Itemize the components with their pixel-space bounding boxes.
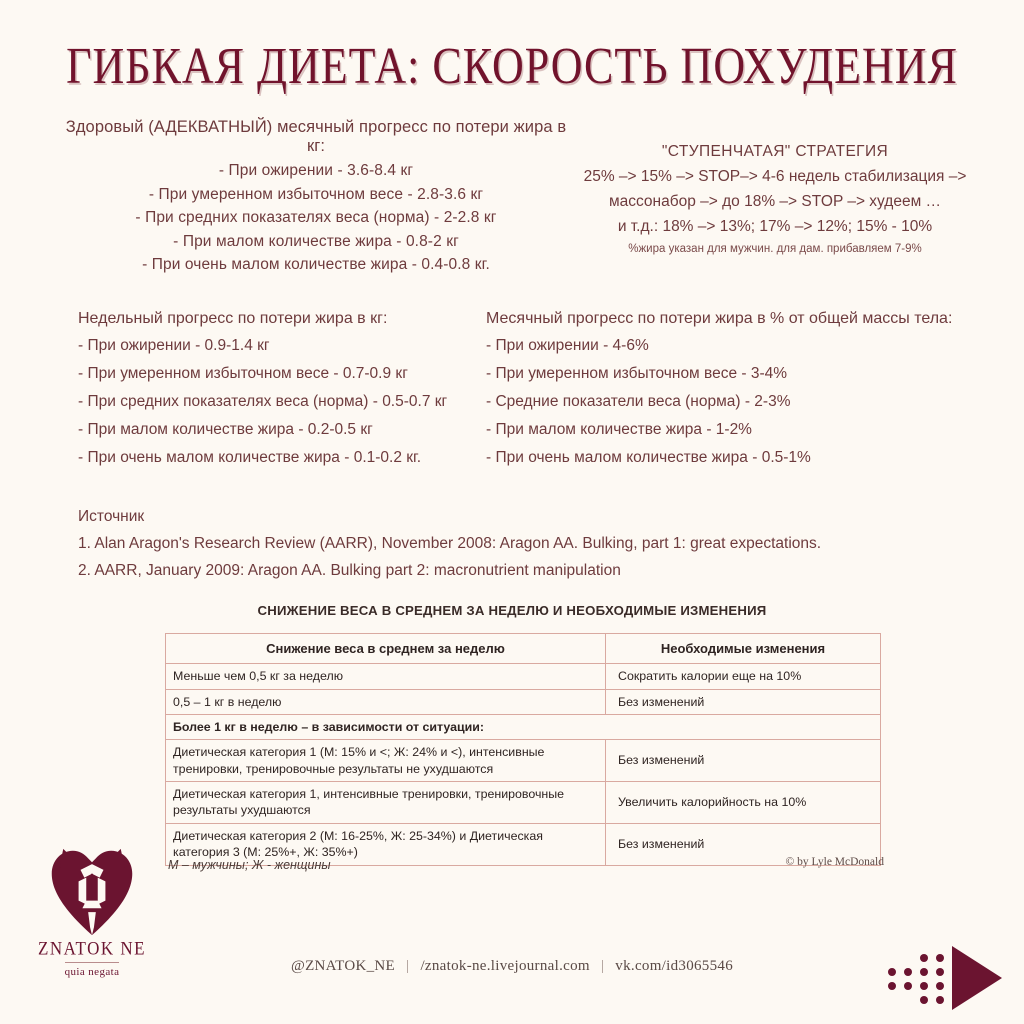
monthly-percent-item: - При очень малом количестве жира - 0.5-1% bbox=[486, 449, 811, 466]
sources-heading: Источник bbox=[78, 508, 145, 525]
table-legend: М – мужчины; Ж - женщины bbox=[168, 858, 331, 872]
table-cell-rate: Диетическая категория 1, интенсивные тренировки, тренировочные результаты ухудшаются bbox=[166, 782, 606, 824]
bear-head-icon bbox=[44, 845, 140, 937]
monthly-percent-item: - При ожирении - 4-6% bbox=[486, 337, 649, 354]
footer-separator: | bbox=[406, 958, 410, 974]
table-cell-action: Увеличить калорийность на 10% bbox=[606, 782, 881, 824]
weekly-kg-heading: Недельный прогресс по потери жира в кг: bbox=[78, 310, 388, 327]
table-title: СНИЖЕНИЕ ВЕСА В СРЕДНЕМ ЗА НЕДЕЛЮ И НЕОБХОДИМЫЕ ИЗМЕНЕНИЯ bbox=[257, 603, 767, 618]
next-arrow-icon[interactable] bbox=[882, 940, 1010, 1012]
table-header-cell-rate: Снижение веса в среднем за неделю bbox=[166, 634, 606, 664]
monthly-kg-item: - При умеренном избыточном весе - 2.8-3.6 кг bbox=[148, 185, 484, 203]
strategy-step-line: и т.д.: 18% –> 13%; 17% –> 12%; 15% - 10% bbox=[617, 218, 933, 235]
table-cell-rate: 0,5 – 1 кг в неделю bbox=[166, 689, 606, 714]
strategy-step-line: 25% –> 15% –> STOP–> 4-6 недель стабилизация –> bbox=[583, 168, 967, 185]
table-cell-action: Без изменений bbox=[606, 689, 881, 714]
monthly-kg-item: - При очень малом количестве жира - 0.4-0.8 кг. bbox=[142, 256, 490, 273]
monthly-kg-item: - При малом количестве жира - 0.8-2 кг bbox=[173, 232, 459, 250]
table-row bbox=[166, 782, 881, 824]
footer-vk-link[interactable]: vk.com/id3065546 bbox=[615, 958, 734, 974]
table-row-section bbox=[166, 714, 881, 739]
sources-block bbox=[78, 508, 958, 589]
page-title-container bbox=[0, 36, 1024, 95]
table-cell-action: Без изменений bbox=[606, 823, 881, 865]
weekly-kg-item: - При средних показателях веса (норма) - 0.5-0.7 кг bbox=[78, 393, 448, 410]
monthly-kg-block bbox=[56, 118, 576, 280]
logo-wordmark: ZNATOK NE bbox=[37, 938, 147, 959]
table-cell-rate: Диетическая категория 1 (М: 15% и <; Ж: 24% и <), интенсивные тренировки, тренировочные результаты не ухудшаются bbox=[166, 740, 606, 782]
strategy-step-line: массонабор –> до 18% –> STOP –> худеем … bbox=[608, 193, 942, 210]
table-cell-rate: Меньше чем 0,5 кг за неделю bbox=[166, 664, 606, 689]
logo-tagline: quia negata bbox=[64, 966, 120, 978]
table-credit: © by Lyle McDonald bbox=[785, 856, 884, 868]
table-row bbox=[166, 689, 881, 714]
monthly-kg-item: - При ожирении - 3.6-8.4 кг bbox=[218, 162, 414, 179]
table-head bbox=[166, 634, 881, 664]
monthly-percent-item: - Средние показатели веса (норма) - 2-3% bbox=[486, 393, 791, 410]
weekly-kg-item: - При очень малом количестве жира - 0.1-0.2 кг. bbox=[78, 449, 422, 466]
weekly-kg-item: - При ожирении - 0.9-1.4 кг bbox=[78, 337, 270, 354]
weight-loss-table bbox=[165, 633, 881, 866]
monthly-percent-heading: Месячный прогресс по потери жира в % от общей массы тела: bbox=[486, 310, 953, 327]
footer-links bbox=[0, 958, 1024, 975]
table-row bbox=[166, 664, 881, 689]
table-header-cell-action: Необходимые изменения bbox=[606, 634, 881, 664]
monthly-kg-item: - При средних показателях веса (норма) - 2-2.8 кг bbox=[135, 209, 497, 226]
source-item: 1. Alan Aragon's Research Review (AARR), November 2008: Aragon AA. Bulking, part 1: great expectations. bbox=[78, 535, 822, 552]
table-body bbox=[166, 664, 881, 865]
table-row bbox=[166, 740, 881, 782]
table-cell-action: Сократить калории еще на 10% bbox=[606, 664, 881, 689]
table-cell-section-header: Более 1 кг в неделю – в зависимости от ситуации: bbox=[166, 714, 881, 739]
table-cell-rate: Диетическая категория 2 (М: 16-25%, Ж: 25-34%) и Диетическая категория 3 (М: 25%+, Ж: 35%+) bbox=[166, 823, 606, 865]
footer-blog-link[interactable]: /znatok-ne.livejournal.com bbox=[420, 958, 590, 974]
strategy-heading: "СТУПЕНЧАТАЯ" СТРАТЕГИЯ bbox=[661, 143, 889, 160]
strategy-footnote: %жира указан для мужчин. для дам. прибавляем 7-9% bbox=[628, 243, 922, 255]
page-title: ГИБКАЯ ДИЕТА: СКОРОСТЬ ПОХУДЕНИЯ bbox=[66, 37, 958, 95]
monthly-kg-heading: Здоровый (АДЕКВАТНЫЙ) месячный прогресс по потери жира в кг: bbox=[65, 118, 567, 155]
footer-handle[interactable]: @ZNATOK_NE bbox=[290, 958, 395, 974]
stepped-strategy-block bbox=[575, 143, 975, 255]
table-cell-action: Без изменений bbox=[606, 740, 881, 782]
weekly-kg-item: - При умеренном избыточном весе - 0.7-0.9 кг bbox=[78, 365, 408, 382]
weekly-kg-item: - При малом количестве жира - 0.2-0.5 кг bbox=[78, 421, 373, 438]
table-header-row bbox=[166, 634, 881, 664]
monthly-percent-item: - При малом количестве жира - 1-2% bbox=[486, 421, 752, 438]
weekly-kg-block bbox=[78, 310, 498, 477]
source-item: 2. AARR, January 2009: Aragon AA. Bulking part 2: macronutrient manipulation bbox=[78, 562, 621, 579]
footer-separator: | bbox=[600, 958, 605, 974]
monthly-percent-block bbox=[486, 310, 986, 477]
monthly-percent-item: - При умеренном избыточном весе - 3-4% bbox=[486, 365, 788, 382]
